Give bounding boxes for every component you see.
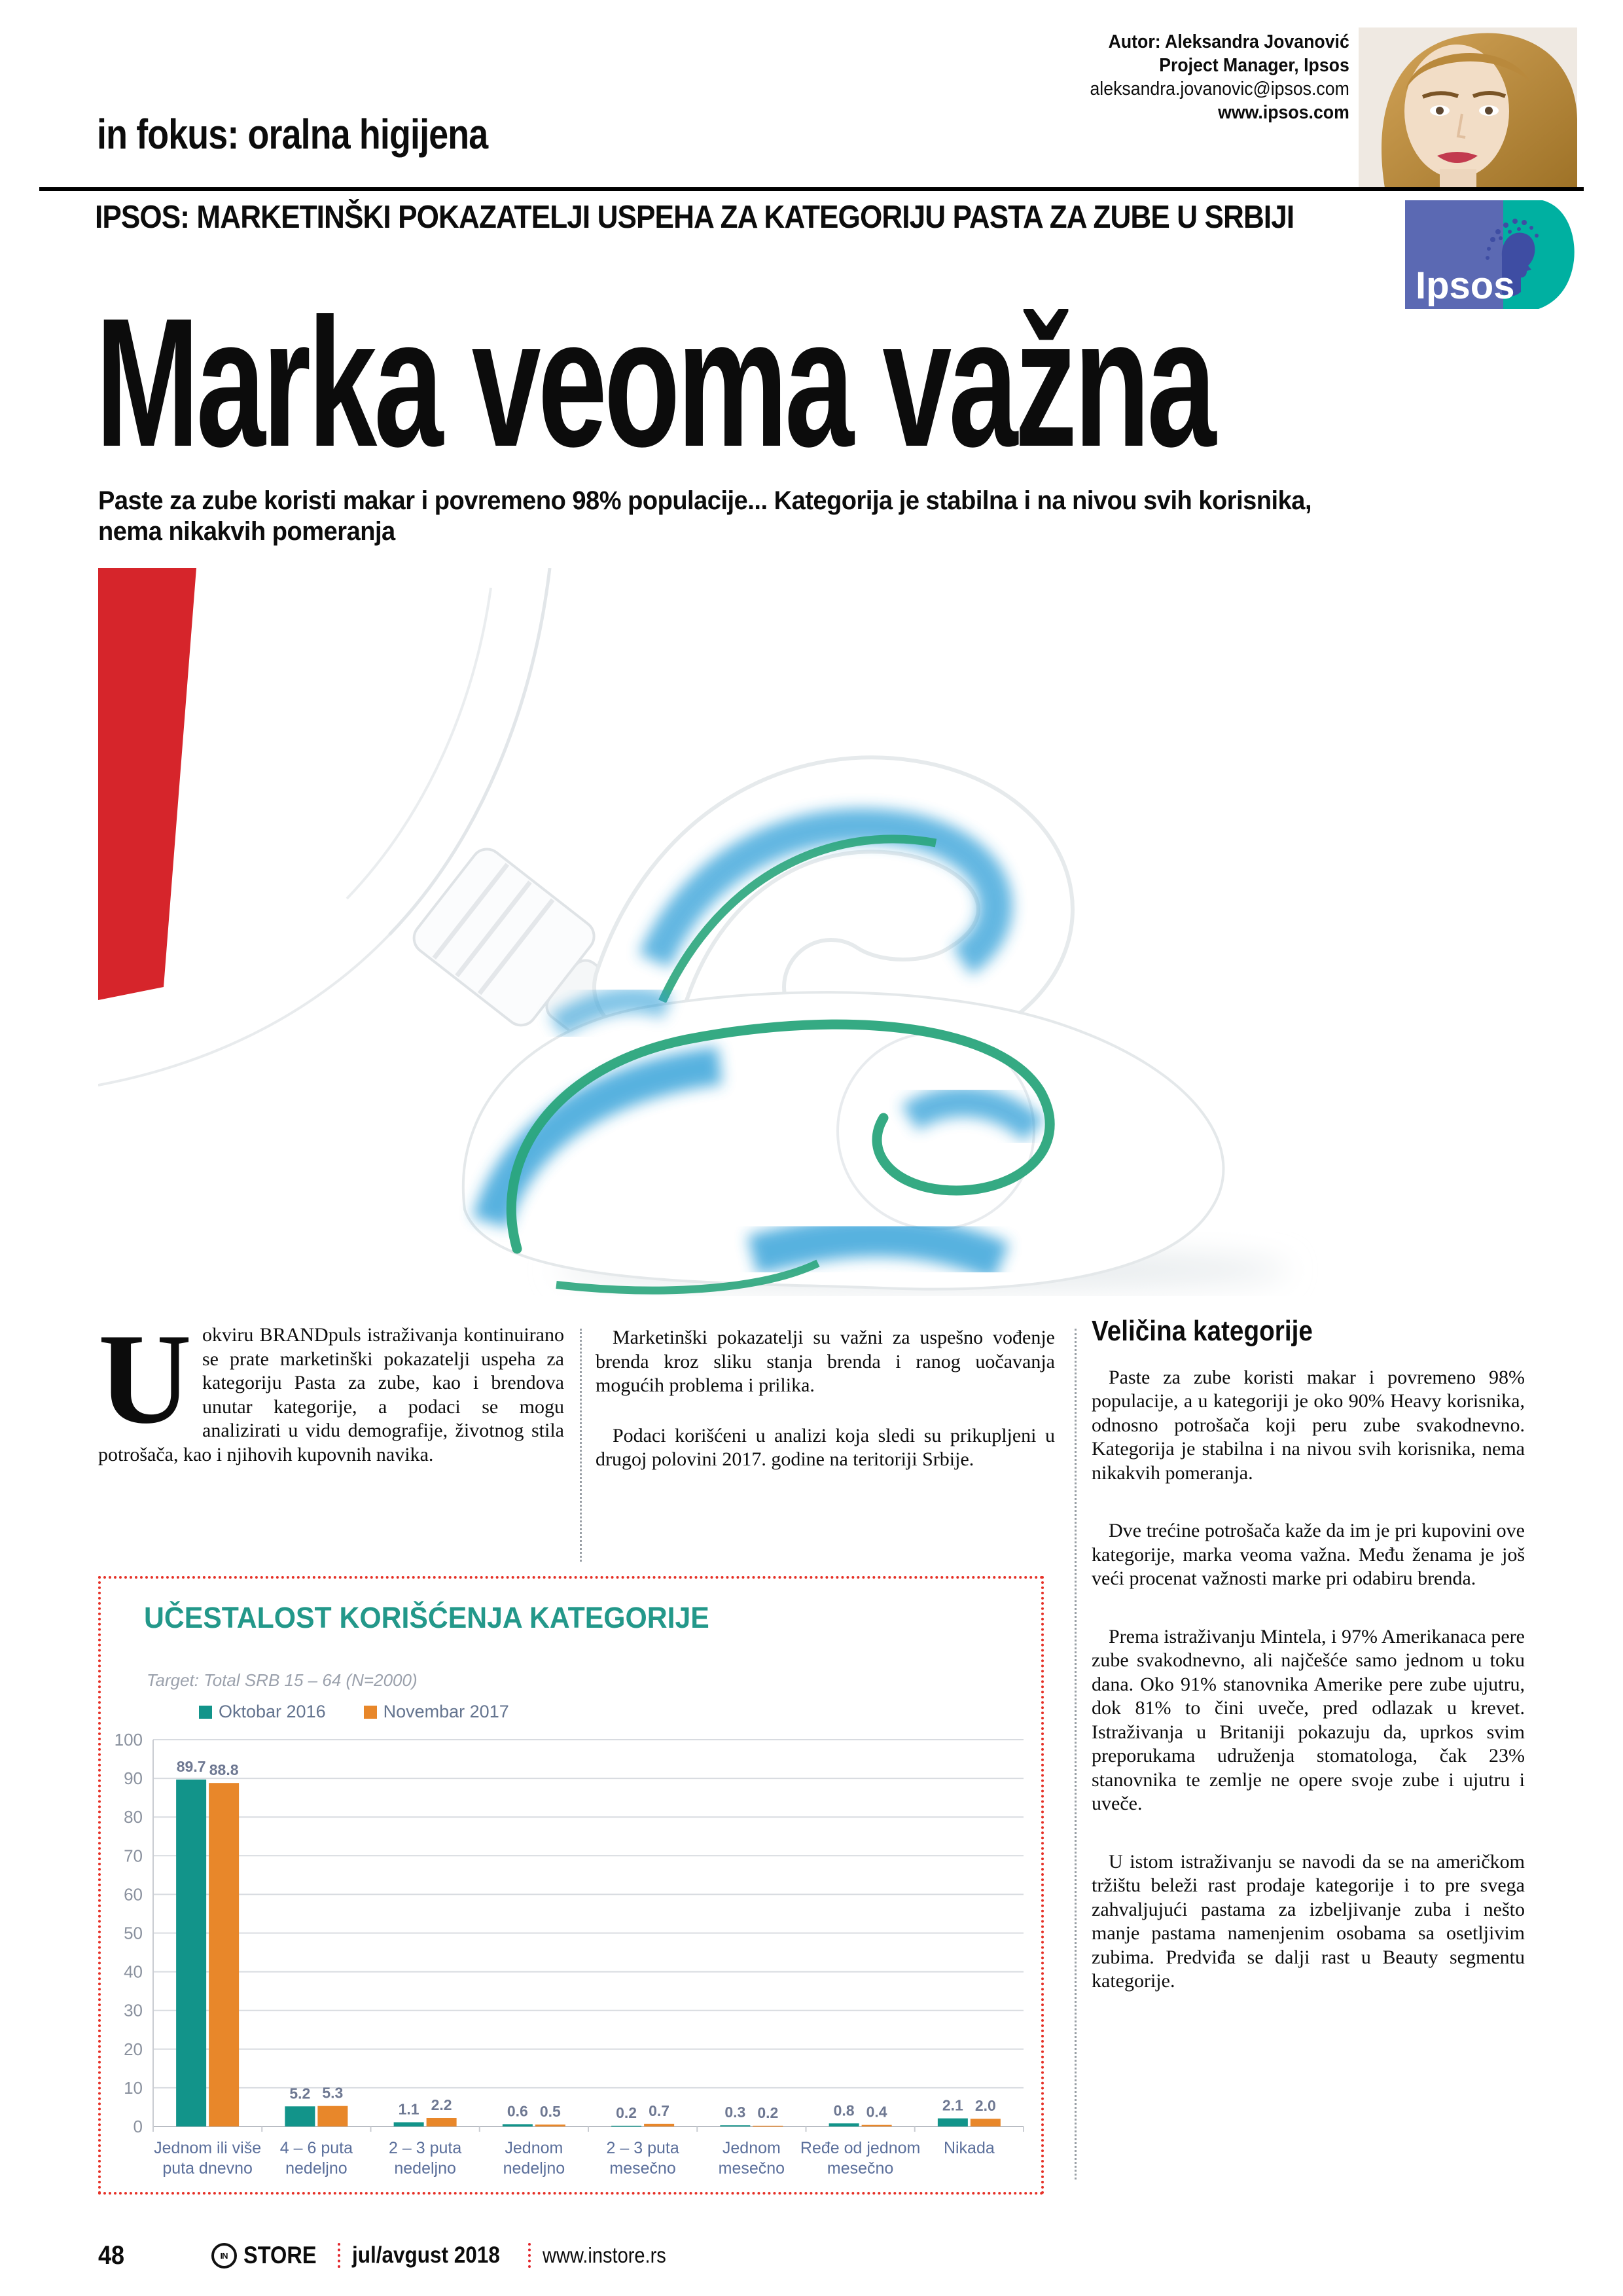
y-tick-label: 80 xyxy=(124,1807,143,1827)
bar-novembar-2017 xyxy=(317,2106,348,2126)
author-website: www.ipsos.com xyxy=(1218,102,1349,123)
legend-item-oktobar-2016 xyxy=(199,1702,326,1722)
bar-value-label: 0.2 xyxy=(757,2104,779,2121)
column3-paragraph-2: Dve trećine potrošača kaže da im je pri kupovini ove kategorije, marka veoma važna. Među ženama je još veći procenat važnosti marke pri odabiru brenda. xyxy=(1092,1520,1525,1589)
instore-circle-icon: IN xyxy=(211,2243,237,2269)
category-label: Jednom xyxy=(722,2139,781,2157)
category-label: mesečno xyxy=(609,2159,676,2178)
column-divider-1 xyxy=(580,1329,582,1562)
subsection-heading: Veličina kategorije xyxy=(1092,1315,1313,1347)
bar-value-label: 0.4 xyxy=(866,2103,887,2121)
category-label: puta dnevno xyxy=(162,2159,253,2178)
category-label: mesečno xyxy=(827,2159,894,2178)
bar-value-label: 0.5 xyxy=(539,2103,561,2121)
bar-oktobar-2016 xyxy=(611,2126,641,2127)
legend-item-novembar-2017 xyxy=(364,1702,509,1722)
category-label: Jednom xyxy=(505,2139,563,2157)
author-photo-illustration xyxy=(1359,27,1577,188)
header-divider xyxy=(39,187,1584,191)
bar-novembar-2017 xyxy=(753,2126,783,2127)
bar-oktobar-2016 xyxy=(938,2119,968,2126)
category-label: Nikada xyxy=(943,2139,995,2157)
bar-novembar-2017 xyxy=(209,1783,239,2126)
bar-value-label: 89.7 xyxy=(176,1757,206,1775)
chart-subtitle: Target: Total SRB 15 – 64 (N=2000) xyxy=(147,1670,418,1690)
bar-chart xyxy=(101,1728,1041,2190)
bar-oktobar-2016 xyxy=(720,2125,750,2126)
bar-value-label: 0.6 xyxy=(507,2102,528,2120)
y-tick-label: 50 xyxy=(124,1923,143,1943)
column-divider-2 xyxy=(1075,1329,1077,2179)
page-title: in fokus: oralna higijena xyxy=(97,111,488,158)
bar-novembar-2017 xyxy=(427,2118,457,2126)
category-label: nedeljno xyxy=(394,2159,456,2178)
bar-novembar-2017 xyxy=(971,2119,1001,2126)
ipsos-logo-graphic xyxy=(1405,200,1577,309)
bar-novembar-2017 xyxy=(535,2125,565,2126)
ipsos-logo xyxy=(1405,200,1577,309)
bar-oktobar-2016 xyxy=(829,2123,859,2126)
category-label: 2 – 3 puta xyxy=(389,2139,462,2157)
category-label: Ređe od jednom xyxy=(800,2139,921,2157)
article-column-2 xyxy=(596,1326,1055,1472)
bar-oktobar-2016 xyxy=(285,2106,315,2126)
legend-label: Oktobar 2016 xyxy=(219,1702,326,1721)
toothpaste-photo xyxy=(98,568,1525,1296)
column1-text: okviru BRANDpuls istraživanja kontinuirano se prate marketinški pokazatelji uspeha za kategoriju Pasta za zube, kao i brendova unutar kategorije, a podaci se mogu analizirati u vidu demografije, životnog stila potrošača, kao i njihovih kupovnih navika. xyxy=(98,1324,564,1465)
toothpaste-illustration xyxy=(98,568,1525,1296)
page-number: 48 xyxy=(98,2240,125,2270)
bar-value-label: 0.3 xyxy=(724,2104,746,2121)
bar-value-label: 2.0 xyxy=(974,2097,996,2115)
bar-value-label: 0.2 xyxy=(616,2104,637,2121)
bar-value-label: 0.7 xyxy=(649,2102,670,2119)
column3-paragraph-3: Prema istraživanju Mintela, i 97% Amerikanaca pere zube svakodnevno, ali najčešće samo jednom u toku dana. Oko 91% stanovnika Amerike pere zube ujutru, dok 81% to čini uveče, pred odlazak u krevet. Istraživanja u Britaniji pokazuju da, uprkos svim preporukama udruženja stomatologa, čak 23% stanovnika te zemlje ne opere svoje zube i ujutru i uveče. xyxy=(1092,1625,1525,1814)
footer-dotted-divider xyxy=(338,2243,340,2268)
bar-novembar-2017 xyxy=(644,2124,674,2126)
section-header: IPSOS: MARKETINŠKI POKAZATELJI USPEHA ZA KATEGORIJU PASTA ZA ZUBE U SRBIJI xyxy=(95,200,1294,235)
footer-website: www.instore.rs xyxy=(543,2243,667,2267)
category-label: mesečno xyxy=(718,2159,785,2178)
standfirst: Paste za zube koristi makar i povremeno 98% populacije... Kategorija je stabilna i na nivou svih korisnika, nema nikakvih pomeranja xyxy=(98,486,1312,546)
chart-title: UČESTALOST KORIŠĆENJA KATEGORIJE xyxy=(144,1601,709,1634)
y-tick-label: 70 xyxy=(124,1846,143,1866)
drop-cap: U xyxy=(98,1307,192,1450)
y-tick-label: 100 xyxy=(114,1730,143,1749)
category-label: Jednom ili više xyxy=(154,2139,262,2157)
bar-oktobar-2016 xyxy=(503,2124,533,2126)
bar-oktobar-2016 xyxy=(176,1780,206,2126)
author-email: aleksandra.jovanovic@ipsos.com xyxy=(1090,79,1349,99)
bar-value-label: 88.8 xyxy=(209,1761,239,1779)
category-label: nedeljno xyxy=(285,2159,348,2178)
chart-panel xyxy=(98,1576,1044,2195)
y-tick-label: 60 xyxy=(124,1884,143,1905)
author-name: Autor: Aleksandra Jovanović xyxy=(1108,31,1349,52)
author-role: Project Manager, Ipsos xyxy=(1159,55,1349,76)
issue-date: jul/avgust 2018 xyxy=(352,2242,501,2268)
column2-paragraph-1: Marketinški pokazatelji su važni za uspešno vođenje brenda kroz sliku stanja brenda i ranog uočavanja mogućih problema i prilika. xyxy=(596,1327,1055,1396)
bar-value-label: 0.8 xyxy=(833,2102,855,2119)
y-tick-label: 20 xyxy=(124,2039,143,2059)
article-column-3 xyxy=(1092,1315,1525,1994)
category-label: 4 – 6 puta xyxy=(279,2139,353,2157)
bar-value-label: 2.2 xyxy=(431,2096,452,2113)
legend-label: Novembar 2017 xyxy=(383,1702,509,1721)
bar-value-label: 5.2 xyxy=(289,2085,311,2102)
legend-swatch-orange xyxy=(364,1706,377,1719)
author-block xyxy=(1090,30,1349,124)
ipsos-logo-text: Ipsos xyxy=(1416,264,1515,307)
category-label: nedeljno xyxy=(503,2159,565,2178)
bar-novembar-2017 xyxy=(862,2125,892,2126)
footer-dotted-divider xyxy=(528,2243,531,2268)
column3-paragraph-1: Paste za zube koristi makar i povremeno 98% populacije, a u kategoriji je oko 90% Heavy korisnika, odnosno potrošača koji peru zube svakodnevno. Kategorija je stabilna i na nivou svih korisnika, nema nikakvih pomeranja. xyxy=(1092,1366,1525,1484)
legend-swatch-teal xyxy=(199,1706,212,1719)
headline: Marka veoma važna xyxy=(96,281,1213,485)
magazine-brand xyxy=(211,2242,683,2269)
bar-value-label: 1.1 xyxy=(398,2100,419,2118)
column2-paragraph-2: Podaci korišćeni u analizi koja sledi su prikupljeni u drugoj polovini 2017. godine na teritoriji Srbije. xyxy=(596,1424,1055,1470)
y-tick-label: 90 xyxy=(124,1768,143,1789)
author-photo xyxy=(1359,27,1577,188)
y-tick-label: 10 xyxy=(124,2077,143,2098)
article-column-1 xyxy=(98,1307,564,1467)
page-footer xyxy=(98,2238,683,2272)
category-label: 2 – 3 puta xyxy=(606,2139,679,2157)
bar-value-label: 5.3 xyxy=(322,2084,344,2102)
y-tick-label: 40 xyxy=(124,1962,143,1982)
brand-store: STORE xyxy=(243,2242,317,2269)
column3-paragraph-4: U istom istraživanju se navodi da se na američkom tržištu beleži rast prodaje kategorije i to pre svega zahvaljujući pastama za izbeljivanje zuba i nešto manje pastama namenjenim osobama sa osetljivim zubima. Predviđa se dalji rast u Beauty segmentu kategorije. xyxy=(1092,1850,1525,1992)
y-tick-label: 30 xyxy=(124,2000,143,2020)
chart-legend xyxy=(199,1702,509,1722)
bar-value-label: 2.1 xyxy=(942,2096,963,2114)
bar-oktobar-2016 xyxy=(394,2122,424,2126)
y-tick-label: 0 xyxy=(133,2117,143,2136)
